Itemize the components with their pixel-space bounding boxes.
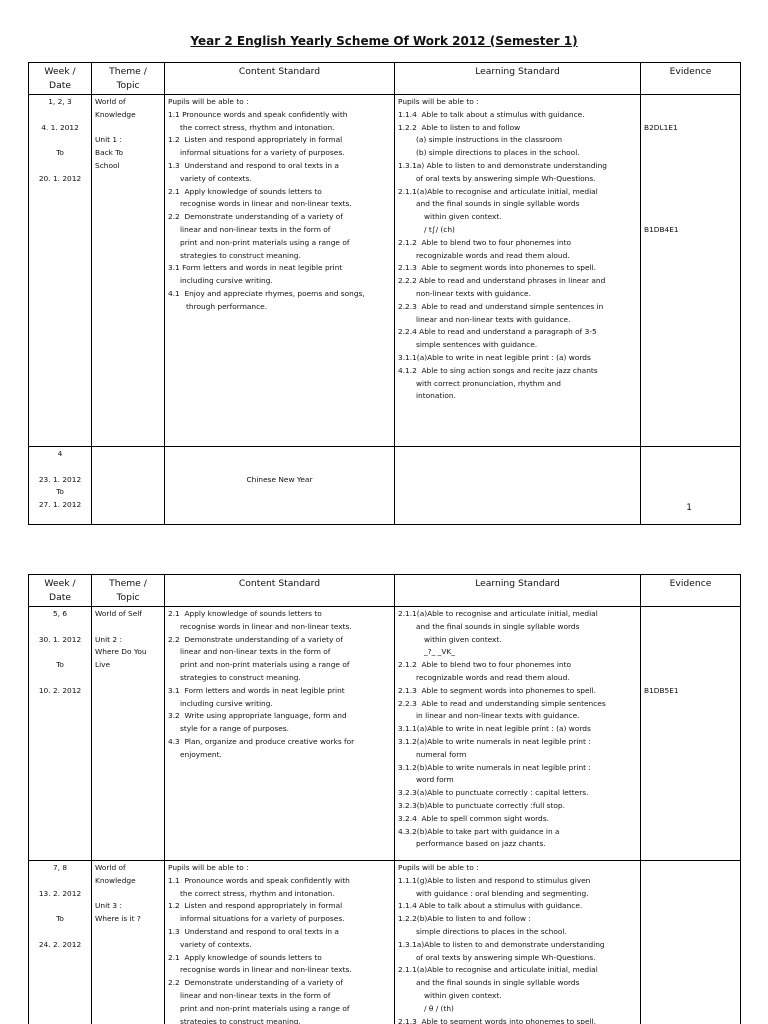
week-cell: 4 23. 1. 2012 To 27. 1. 2012: [29, 447, 92, 525]
evidence-cell: [641, 607, 741, 861]
evidence-code: B1DB5E1: [644, 685, 679, 695]
learning-standard-cell: Pupils will be able to : 1.1.1(g)Able to listen and respond to stimulus given with guidance : oral blending and segmenting. 1.1.4 Able to talk about a stimulus with guidance. 1.2.2(b)Able to listen to and follow : simple directions to places in the school. 1.3.1a)Able to listen to and demonstrate understanding of oral texts by answering simple Wh-Questions. 2.1.1(a)Able to recognise and articulate initial, medial and the final sounds in single syllable words within given context. / θ / (th) 2.1.3 Able to segment words into phonemes to spell.: [395, 861, 641, 1024]
evidence-cell: [641, 861, 741, 1024]
table-row: [29, 447, 741, 525]
evidence-cell: [641, 95, 741, 447]
header-week: Week / Date: [29, 63, 92, 95]
evidence-code: B1DB4E1: [644, 224, 679, 234]
header-content: Content Standard: [165, 63, 395, 95]
header-theme: Theme / Topic: [92, 575, 165, 607]
theme-cell: World of Knowledge Unit 3 : Where is it ?: [92, 861, 165, 1024]
week-cell: 1, 2, 3 4. 1. 2012 To 20. 1. 2012: [29, 95, 92, 447]
page-number: 1: [686, 503, 692, 513]
header-week: Week / Date: [29, 575, 92, 607]
header-content: Content Standard: [165, 575, 395, 607]
learning-standard-cell: 2.1.1(a)Able to recognise and articulate initial, medial and the final sounds in single syllable words within given context. _?_ _VK_ 2.1.2 Able to blend two to four phonemes into recognizable words and read them aloud. 2.1.3 Able to segment words into phonemes to spell. 2.2.3 Able to read and understanding simple sentences in linear and non-linear texts with guidance. 3.1.1(a)Able to write in neat legible print : (a) words 3.1.2(a)Able to write numerals in neat legible print : numeral form 3.1.2(b)Able to write numerals in neat legible print : word form 3.2.3(a)Able to punctuate correctly : capital letters. 3.2.3(b)Able to punctuate correctly :full stop. 3.2.4 Able to spell common sight words. 4.3.2(b)Able to take part with guidance in a performance based on jazz chants.: [395, 607, 641, 861]
table-row: [29, 861, 741, 1024]
evidence-code: B2DL1E1: [644, 122, 678, 132]
scheme-table-page-1: [28, 62, 741, 525]
theme-cell: World of Self Unit 2 : Where Do You Live: [92, 607, 165, 861]
content-standard-cell: Pupils will be able to : 1.1 Pronounce words and speak confidently with the correct stress, rhythm and intonation. 1.2 Listen and respond appropriately in formal informal situations for a variety of purposes. 1.3 Understand and respond to oral texts in a variety of contexts. 2.1 Apply knowledge of sounds letters to recognise words in linear and non-linear texts. 2.2 Demonstrate understanding of a variety of linear and non-linear texts in the form of print and non-print materials using a range of strategies to construct meaning.: [165, 861, 395, 1024]
content-standard-cell: Pupils will be able to : 1.1 Pronounce words and speak confidently with the correct stress, rhythm and intonation. 1.2 Listen and respond appropriately in formal informal situations for a variety of purposes. 1.3 Understand and respond to oral texts in a variety of contexts. 2.1 Apply knowledge of sounds letters to recognise words in linear and non-linear texts. 2.2 Demonstrate understanding of a variety of linear and non-linear texts in the form of print and non-print materials using a range of strategies to construct meaning. 3.1 Form letters and words in neat legible print including cursive writing. 4.1 Enjoy and appreciate rhymes, poems and songs, through performance.: [165, 95, 395, 447]
header-evidence: Evidence: [641, 63, 741, 95]
document-title: Year 2 English Yearly Scheme Of Work 2012 (Semester 1): [190, 34, 578, 48]
theme-cell: [92, 447, 165, 525]
learning-standard-cell: [395, 447, 641, 525]
holiday-label: Chinese New Year: [246, 474, 313, 484]
scheme-table-page-2: [28, 574, 741, 1024]
theme-cell: World of Knowledge Unit 1 : Back To School: [92, 95, 165, 447]
header-theme: Theme / Topic: [92, 63, 165, 95]
learning-standard-cell: Pupils will be able to : 1.1.4 Able to talk about a stimulus with guidance. 1.2.2 Able to listen to and follow (a) simple instructions in the classroom (b) simple directions to places in the school. 1.3.1a) Able to listen to and demonstrate understanding of oral texts by answering simple Wh-Questions. 2.1.1(a)Able to recognise and articulate initial, medial and the final sounds in single syllable words within given context. / t∫/ (ch) 2.1.2 Able to blend two to four phonemes into recognizable words and read them aloud. 2.1.3 Able to segment words into phonemes to spell. 2.2.2 Able to read and understand phrases in linear and non-linear texts with guidance. 2.2.3 Able to read and understand simple sentences in linear and non-linear texts with guidance. 2.2.4 Able to read and understand a paragraph of 3-5 simple sentences with guidance. 3.1.1(a)Able to write in neat legible print : (a) words 4.1.2 Able to sing action songs and recite jazz chants with correct pronunciation, rhythm and intonation.: [395, 95, 641, 447]
table-row: [29, 95, 741, 447]
content-standard-cell: 2.1 Apply knowledge of sounds letters to recognise words in linear and non-linear texts. 2.2 Demonstrate understanding of a variety of linear and non-linear texts in the form of print and non-print materials using a range of strategies to construct meaning. 3.1 Form letters and words in neat legible print including cursive writing. 3.2 Write using appropriate language, form and style for a range of purposes. 4.3 Plan, organize and produce creative works for enjoyment.: [165, 607, 395, 861]
table-header-row: [29, 575, 741, 607]
week-cell: 7, 8 13. 2. 2012 To 24. 2. 2012: [29, 861, 92, 1024]
week-cell: 5, 6 30. 1. 2012 To 10. 2. 2012: [29, 607, 92, 861]
table-row: [29, 607, 741, 861]
header-learning: Learning Standard: [395, 575, 641, 607]
content-standard-cell: [165, 447, 395, 525]
table-header-row: [29, 63, 741, 95]
header-learning: Learning Standard: [395, 63, 641, 95]
header-evidence: Evidence: [641, 575, 741, 607]
